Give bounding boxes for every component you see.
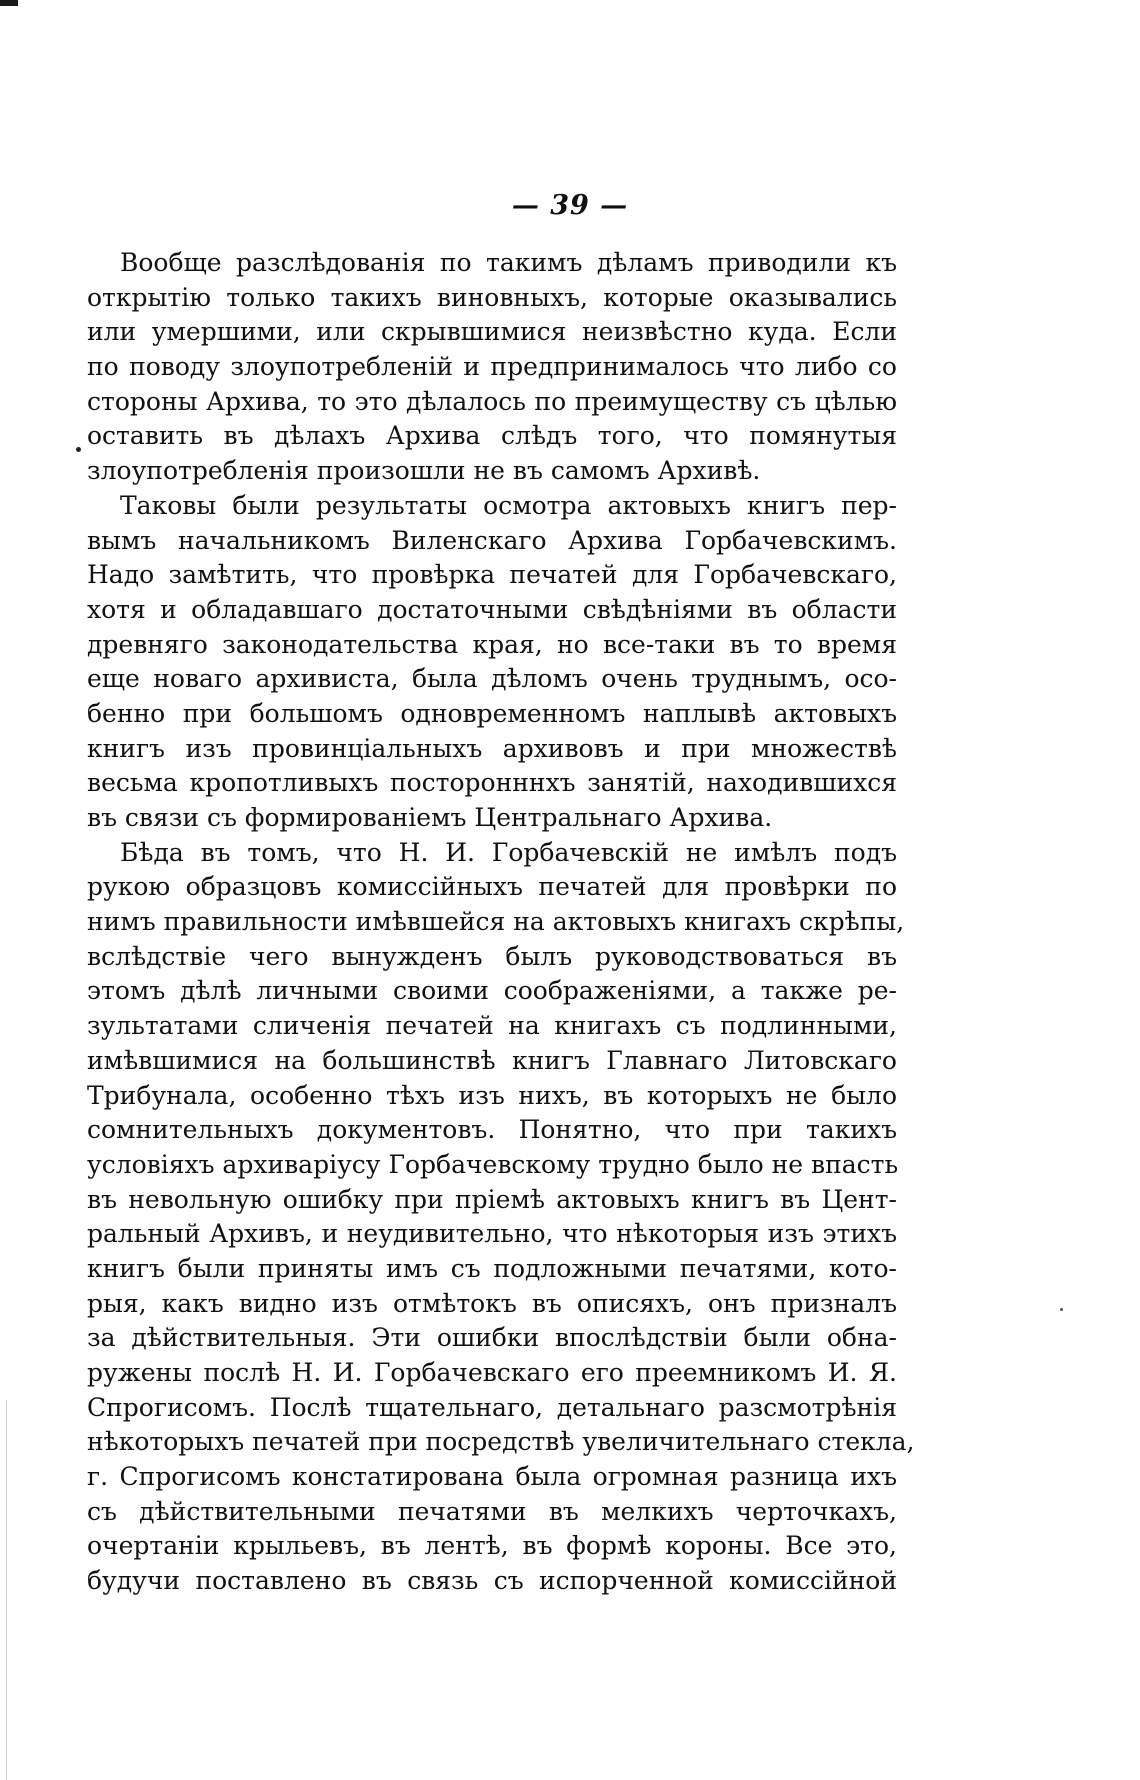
- text-line: будучи поставлено въ связь съ испорченной комиссійной: [87, 1566, 897, 1596]
- text-line: злоупотребленія произошли не въ самомъ Архивѣ.: [87, 456, 761, 486]
- text-line: древняго законодательства края, но все-таки въ то время: [87, 629, 897, 659]
- text-line: ральный Архивъ, и неудивительно, что нѣкоторыя изъ этихъ: [87, 1219, 897, 1249]
- text-line: условіяхъ архиваріусу Горбачевскому трудно было не впасть: [87, 1149, 899, 1179]
- text-line: рыя, какъ видно изъ отмѣтокъ въ описяхъ, онъ призналъ: [87, 1288, 897, 1318]
- text-line: весьма кропотливыхъ посторонннхъ занятій, находившихся: [87, 768, 897, 798]
- text-line: въ невольную ошибку при пріемѣ актовыхъ книгъ въ Цент-: [87, 1184, 897, 1214]
- text-line: еще новаго архивиста, была дѣломъ очень труднымъ, осо-: [87, 664, 897, 694]
- text-line: Надо замѣтить, что провѣрка печатей для Горбачевскаго,: [87, 560, 897, 590]
- text-line: стороны Архива, то это дѣлалось по преимуществу съ цѣлью: [87, 386, 897, 416]
- text-line: оставить въ дѣлахъ Архива слѣдъ того, что помянутыя: [87, 421, 897, 451]
- text-line: хотя и обладавшаго достаточными свѣдѣніями въ области: [87, 594, 897, 624]
- text-line: очертаніи крыльевъ, въ лентѣ, въ формѣ короны. Все это,: [87, 1531, 897, 1561]
- text-line: этомъ дѣлѣ личными своими соображеніями, а также ре-: [87, 976, 897, 1006]
- text-line: ружены послѣ Н. И. Горбачевскаго его преемникомъ И. Я.: [87, 1358, 897, 1387]
- paragraph-1: [87, 246, 897, 489]
- text-line: книгъ были приняты имъ съ подложными печатями, кото-: [87, 1253, 897, 1283]
- text-line: Бѣда въ томъ, что Н. И. Горбачевскій не имѣлъ подъ: [120, 837, 897, 867]
- text-line: сомнительныхъ документовъ. Понятно, что при такихъ: [87, 1115, 897, 1145]
- scan-edge-mark: [0, 0, 18, 6]
- text-line: съ дѣйствительными печатями въ мелкихъ черточкахъ,: [87, 1496, 897, 1526]
- page-number: — 39 —: [511, 190, 629, 221]
- text-line: по поводу злоупотребленій и предпринималось что либо со: [87, 352, 897, 382]
- margin-dot: [76, 447, 81, 452]
- text-line: книгъ изъ провинціальныхъ архивовъ и при множествѣ: [87, 733, 897, 763]
- text-line: рукою образцовъ комиссійныхъ печатей для провѣрки по: [87, 872, 897, 902]
- text-line: зультатами сличенія печатей на книгахъ съ подлинными,: [87, 1011, 897, 1041]
- text-line: Трибунала, особенно тѣхъ изъ нихъ, въ которыхъ не было: [87, 1080, 897, 1110]
- page-body: [87, 246, 915, 1599]
- text-line: или умершими, или скрывшимися неизвѣстно куда. Если: [87, 317, 897, 347]
- scan-edge-line: [6, 1400, 7, 1780]
- text-line: г. Спрогисомъ констатирована была огромная разница ихъ: [87, 1462, 897, 1492]
- text-line: за дѣйствительныя. Эти ошибки впослѣдствіи были обна-: [87, 1323, 897, 1353]
- text-line: Таковы были результаты осмотра актовыхъ книгъ пер-: [120, 490, 897, 520]
- margin-speck: [1060, 1308, 1063, 1311]
- text-line: въ связи съ формированіемъ Центральнаго Архива.: [87, 803, 773, 832]
- text-line: имѣвшимися на большинствѣ книгъ Главнаго Литовскаго: [87, 1045, 897, 1075]
- paragraph-2: [87, 489, 897, 836]
- text-line: Спрогисомъ. Послѣ тщательнаго, детальнаго разсмотрѣнія: [87, 1392, 897, 1422]
- text-line: открытію только такихъ виновныхъ, которые оказывались: [87, 282, 897, 312]
- text-line: нимъ правильности имѣвшейся на актовыхъ книгахъ скрѣпы,: [87, 907, 905, 937]
- text-line: Вообще разслѣдованія по такимъ дѣламъ приводили къ: [120, 248, 897, 277]
- text-line: вслѣдствіе чего вынужденъ былъ руководствоваться въ: [87, 941, 897, 971]
- paragraph-3: [87, 836, 915, 1599]
- text-line: вымъ начальникомъ Виленскаго Архива Горбачевскимъ.: [87, 525, 897, 555]
- text-line: бенно при большомъ одновременномъ наплывѣ актовыхъ: [87, 698, 897, 728]
- text-line: нѣкоторыхъ печатей при посредствѣ увеличительнаго стекла,: [87, 1427, 915, 1457]
